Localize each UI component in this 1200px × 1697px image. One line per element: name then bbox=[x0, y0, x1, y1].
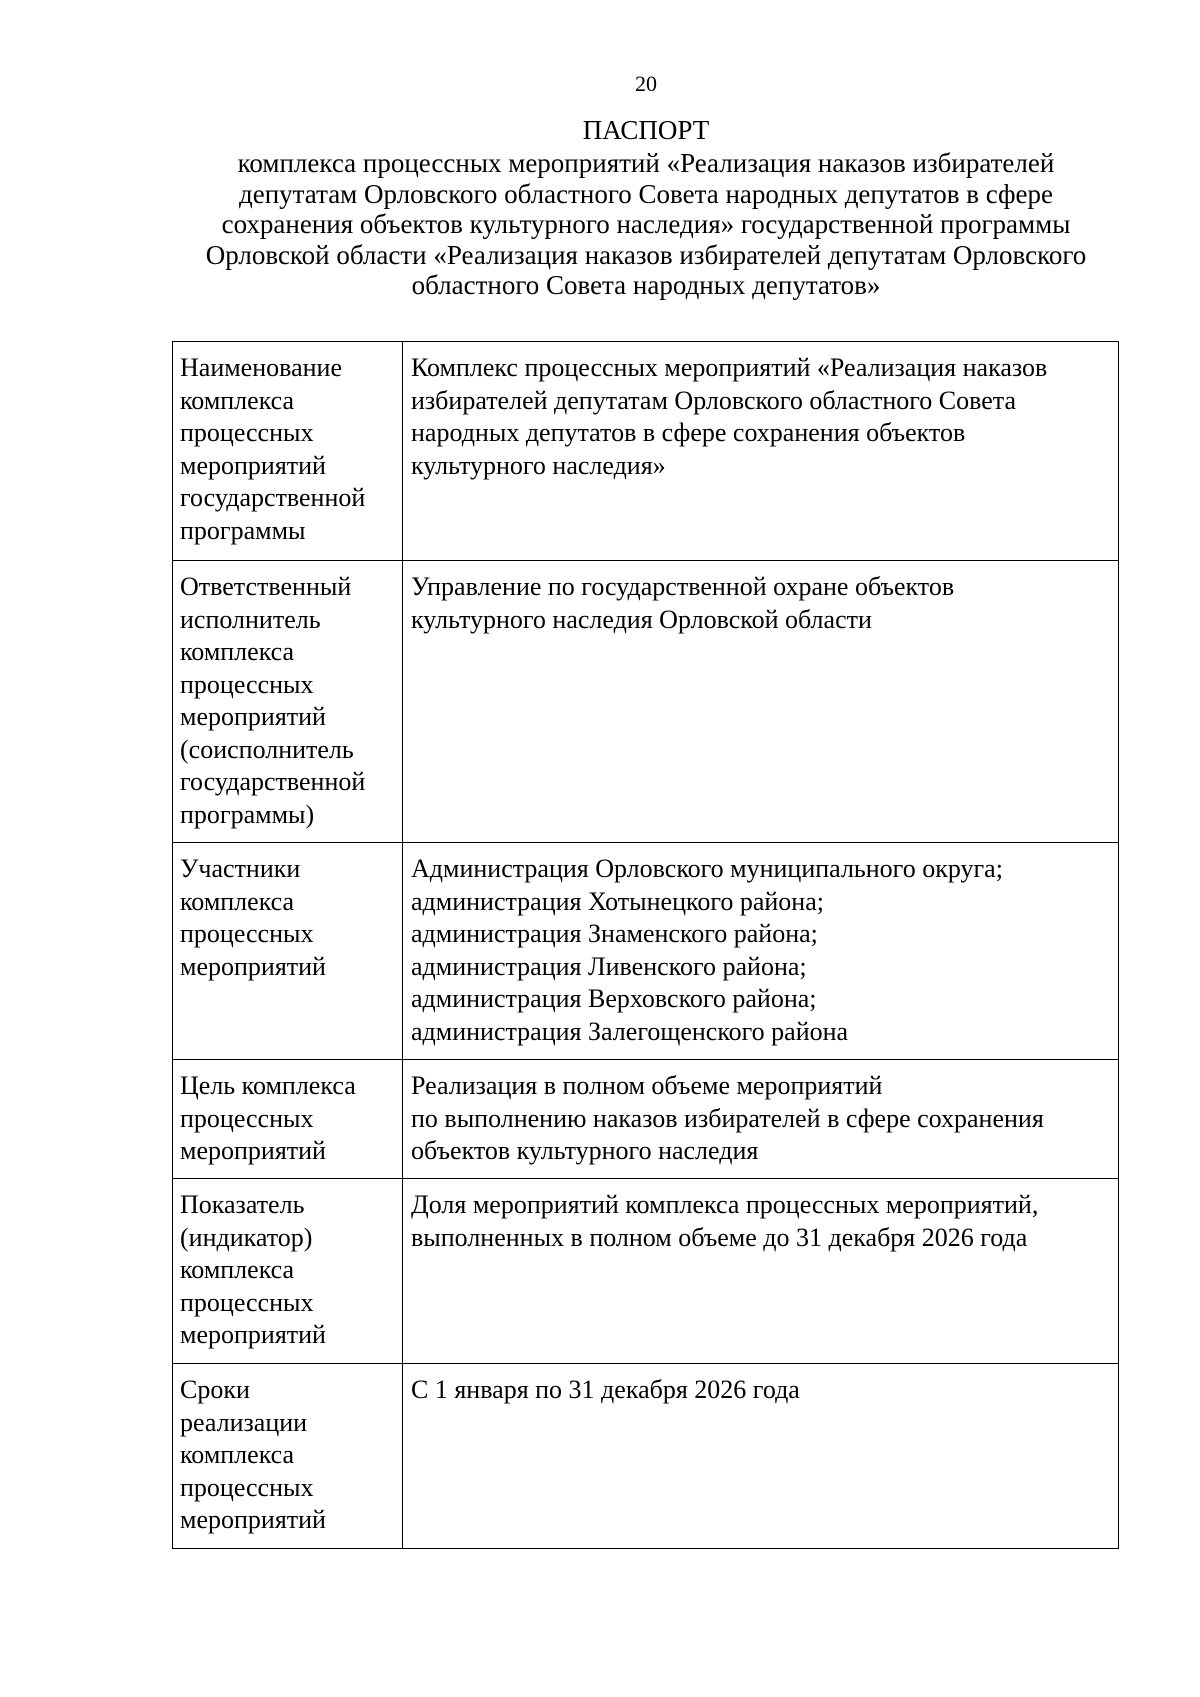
label-line: мероприятий bbox=[180, 951, 326, 981]
row-label-cell bbox=[173, 561, 403, 843]
label-line: Ответственный bbox=[180, 572, 352, 601]
label-line: реализации bbox=[180, 1407, 308, 1437]
value-line: администрация Верховского района; bbox=[411, 984, 817, 1013]
label-line: мероприятий bbox=[180, 702, 326, 731]
value-line: объектов культурного наследия bbox=[411, 1136, 759, 1165]
row-value-cell bbox=[403, 1179, 1119, 1364]
label-line: комплекса bbox=[180, 886, 295, 916]
label-line: государственной bbox=[180, 767, 366, 796]
row-value-cell bbox=[403, 1060, 1119, 1179]
value-line: культурного наследия» bbox=[411, 450, 666, 480]
passport-table bbox=[172, 341, 1119, 1549]
label-line: мероприятий bbox=[180, 1136, 326, 1165]
label-line: (индикатор) bbox=[180, 1222, 313, 1252]
value-line: выполненных в полном объеме до 31 декабря 2026 года bbox=[411, 1222, 1028, 1252]
document-subtitle bbox=[160, 148, 1132, 301]
label-line: комплекса bbox=[180, 385, 295, 415]
label-line: государственной bbox=[180, 483, 366, 512]
row-value-cell bbox=[403, 342, 1119, 561]
row-label-cell bbox=[173, 342, 403, 561]
label-line: мероприятий bbox=[180, 450, 326, 480]
value-line: Администрация Орловского муниципального округа; bbox=[411, 854, 1003, 883]
label-line: Наименование bbox=[180, 353, 342, 382]
label-line: мероприятий bbox=[180, 1505, 326, 1534]
subtitle-line: Орловской области «Реализация наказов избирателей депутатам Орловского bbox=[205, 239, 1087, 270]
table-row bbox=[173, 1364, 1119, 1549]
label-line: процессных bbox=[180, 1103, 314, 1133]
value-line: администрация Хотынецкого района; bbox=[411, 886, 824, 916]
table-row bbox=[173, 561, 1119, 843]
table-row bbox=[173, 843, 1119, 1060]
subtitle-line: областного Совета народных депутатов» bbox=[411, 270, 881, 300]
table-row bbox=[173, 342, 1119, 561]
table-row bbox=[173, 1060, 1119, 1179]
label-line: Сроки bbox=[180, 1375, 250, 1404]
row-label-cell bbox=[173, 843, 403, 1060]
label-line: Цель комплекса bbox=[180, 1071, 356, 1100]
table-row bbox=[173, 1179, 1119, 1364]
value-line: Комплекс процессных мероприятий «Реализация наказов bbox=[411, 353, 1048, 382]
row-value-cell bbox=[403, 843, 1119, 1060]
subtitle-line: сохранения объектов культурного наследия» государственной программы bbox=[221, 209, 1071, 239]
label-line: исполнитель bbox=[180, 604, 321, 634]
label-line: процессных bbox=[180, 669, 314, 699]
label-line: программы) bbox=[180, 799, 315, 829]
label-line: процессных bbox=[180, 1472, 314, 1502]
label-line: комплекса bbox=[180, 637, 295, 666]
value-line: администрация Залегощенского района bbox=[411, 1016, 849, 1046]
row-value-cell bbox=[403, 561, 1119, 843]
row-label-cell bbox=[173, 1179, 403, 1364]
page-number: 20 bbox=[635, 71, 657, 96]
label-line: мероприятий bbox=[180, 1320, 326, 1349]
label-line: процессных bbox=[180, 418, 314, 447]
subtitle-line: депутатам Орловского областного Совета народных депутатов в сфере bbox=[238, 178, 1053, 209]
value-line: Управление по государственной охране объектов bbox=[411, 572, 955, 601]
value-line: по выполнению наказов избирателей в сфере сохранения bbox=[411, 1103, 1044, 1133]
subtitle-line: комплекса процессных мероприятий «Реализация наказов избирателей bbox=[237, 148, 1055, 178]
label-line: Участники bbox=[180, 854, 301, 883]
document-title: ПАСПОРТ bbox=[582, 115, 710, 145]
value-line: администрация Знаменского района; bbox=[411, 919, 818, 948]
value-line: Доля мероприятий комплекса процессных мероприятий, bbox=[411, 1190, 1039, 1219]
label-line: (соисполнитель bbox=[180, 734, 354, 764]
row-value-cell bbox=[403, 1364, 1119, 1549]
value-line: культурного наследия Орловской области bbox=[411, 604, 872, 634]
value-line: администрация Ливенского района; bbox=[411, 951, 807, 981]
label-line: Показатель bbox=[180, 1190, 305, 1219]
value-line: С 1 января по 31 декабря 2026 года bbox=[411, 1375, 800, 1404]
value-line: народных депутатов в сфере сохранения объектов bbox=[411, 418, 966, 447]
row-label-cell bbox=[173, 1364, 403, 1549]
value-line: избирателей депутатам Орловского областного Совета bbox=[411, 385, 1016, 415]
value-line: Реализация в полном объеме мероприятий bbox=[411, 1071, 883, 1100]
label-line: комплекса bbox=[180, 1255, 295, 1284]
label-line: процессных bbox=[180, 919, 314, 948]
label-line: программы bbox=[180, 515, 306, 545]
row-label-cell bbox=[173, 1060, 403, 1179]
label-line: комплекса bbox=[180, 1440, 295, 1469]
label-line: процессных bbox=[180, 1287, 314, 1317]
